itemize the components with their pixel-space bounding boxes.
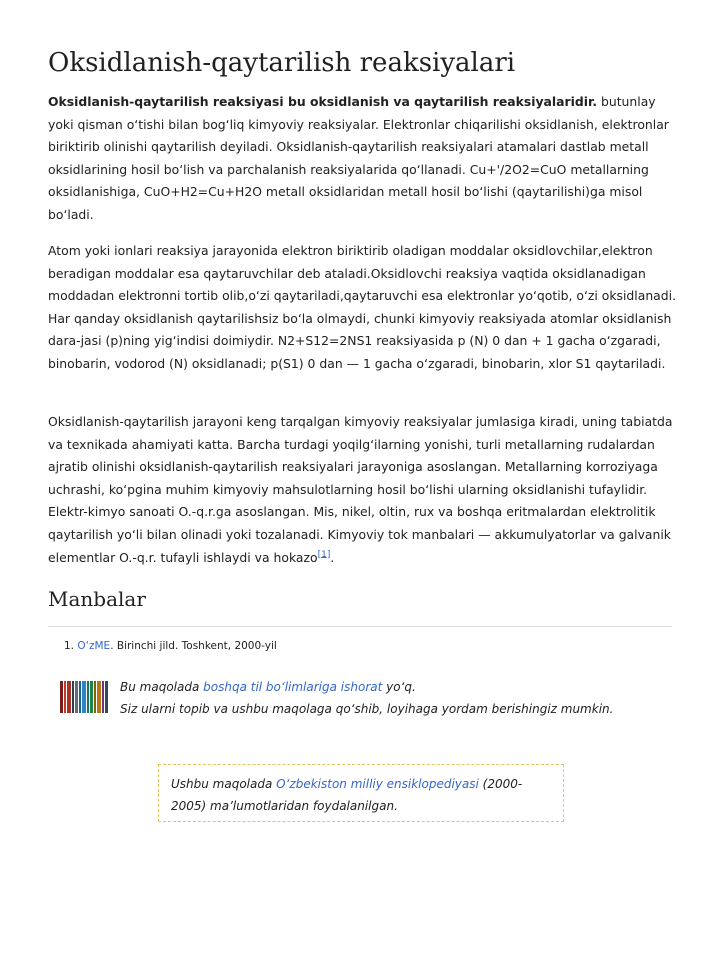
- applications-text: Oksidlanish-qaytarilish jarayoni keng tarqalgan kimyoviy reaksiyalar jumlasiga kiradi, uning tabiatda va texnikada ahamiyati katta. Barcha turdagi yoqilg‘ilarning yonishi, turli metallarning rudalardan ajratib olinishi oksidlanish-qaytarilish reaksiyalari jarayoniga asoslangan. Metallarning korroziyaga uchrashi, ko‘pgina muhim kimyoviy mahsulotlarning hosil bo‘lishi ularning oksidlanishi tufaylidir. Elektr-kimyo sanoati O.-q.r.ga asoslangan. Mis, nikel, oltin, rux va boshqa eritmalardan elektrolitik qaytarilish yo‘li bilan olinadi yoki tozalanadi. Kimyoviy tok manbalari — akkumulyatorlar va galvanik elementlar O.-q.r. tufayli ishlaydi va hokazo: [48, 414, 673, 565]
- interlanguage-stub-notice: [60, 676, 680, 720]
- reference-item: [64, 637, 277, 655]
- section-divider: [48, 626, 672, 627]
- reference-number: 1.: [64, 640, 75, 652]
- source-notice-text: [171, 773, 551, 817]
- source-notice-pre: Ushbu maqolada: [171, 777, 277, 791]
- interlanguage-link[interactable]: boshqa til bo‘limlariga ishorat: [203, 680, 383, 694]
- stub-line2: Siz ularni topib va ushbu maqolaga qo‘shib, loyihaga yordam berishingiz mumkin.: [120, 702, 614, 716]
- stub-line1-post: yo‘q.: [382, 680, 416, 694]
- encyclopedia-source-notice: [158, 764, 564, 822]
- stub-notice-text: [120, 676, 613, 720]
- stub-line1-pre: Bu maqolada: [120, 680, 204, 694]
- intro-text: butunlay yoki qisman o‘tishi bilan bog‘liq kimyoviy reaksiyalar. Elektronlar chiqarilishi oksidlanish, elektronlar biriktirib olinishi qaytarilish deyiladi. Oksidlanish-qaytarilish reaksiyalari atamalari dastlab metall oksidlarining hosil bo‘lish va parchalanish reaksiyalarida qo‘llanadi. Cu+'/2O2=CuO metallarning oksidlanishiga, CuO+H2=Cu+H2O metall oksidlaridan metall hosil bo‘lishi (qaytarilishi)ga misol bo‘ladi.: [48, 94, 669, 222]
- reference-link-ozme[interactable]: O‘zME: [77, 640, 111, 652]
- page-title: Oksidlanish-qaytarilish reaksiyalari: [48, 48, 516, 78]
- paragraph-applications: [48, 411, 678, 569]
- citation-link-1[interactable]: [1]: [317, 549, 331, 560]
- oxidizers-text: Atom yoki ionlari reaksiya jarayonida elektron biriktirib oladigan moddalar oksidlovchilar,elektron beradigan moddalar esa qaytaruvchilar deb ataladi.Oksidlovchi reaksiya vaqtida oksidlanadigan moddadan elektronni tortib olib,o‘zi qaytariladi,qaytaruvchi esa elektronlar yo‘qotib, o‘zi oksidlanadi. Har qanday oksidlanish qaytarilishsiz bo‘la olmaydi, chunki kimyoviy reaksiyada atomlar oksidlanish dara-jasi (p)ning yig‘indisi doimiydir. N2+S12=2NS1 reaksiyasida p (N) 0 dan + 1 gacha o‘zgaradi, binobarin, vodorod (N) oksidlanadi; p(S1) 0 dan — 1 gacha o‘zgaradi, binobarin, xlor S1 qaytariladi.: [48, 243, 677, 371]
- references-list: [64, 637, 277, 655]
- intro-bold-lead: Oksidlanish-qaytarilish reaksiyasi bu oksidlanish va qaytarilish reaksiyalaridir.: [48, 94, 598, 109]
- paragraph-intro: [48, 91, 678, 227]
- reference-text: . Birinchi jild. Toshkent, 2000-yil: [110, 640, 277, 652]
- paragraph-oxidizers: [48, 240, 678, 376]
- barcode-icon: [60, 681, 110, 713]
- applications-end: .: [330, 549, 335, 565]
- sources-heading: Manbalar: [48, 587, 146, 611]
- encyclopedia-link[interactable]: O‘zbekiston milliy ensiklopediyasi: [276, 777, 479, 791]
- source-notice-post: (2000-2005) ma’lumotlaridan foydalanilgan.: [171, 777, 523, 813]
